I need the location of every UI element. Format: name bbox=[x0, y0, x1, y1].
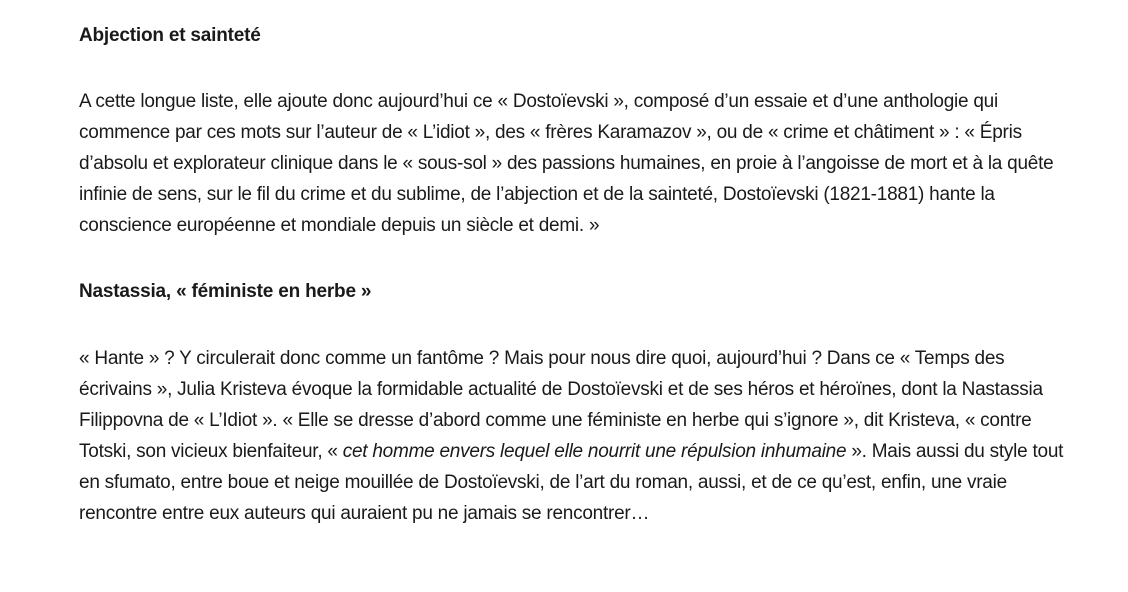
paragraph-kristeva bbox=[79, 343, 1079, 529]
article-body bbox=[79, 22, 1079, 529]
paragraph-text-start: « Hante » ? Y circulerait donc comme un fantôme ? Mais pour nous dire quoi, aujourd’hui ? Dans ce « Temps des écrivains », Julia Kristeva évoque la formidable actualité de Dostoïevski et de ses héros et héroïnes, dont la Nastassia Filippovna de « L’Idiot ». « Elle se dresse d’abord comme une féministe en herbe qui s’ignore », dit Kristeva, « contre Totski, son vicieux bienfaiteur, « bbox=[79, 348, 1043, 462]
paragraph-dostoievski-intro: A cette longue liste, elle ajoute donc aujourd’hui ce « Dostoïevski », composé d’un essaie et d’une anthologie qui commence par ces mots sur l’auteur de « L’idiot », des « frères Karamazov », ou de « crime et châtiment » : « Épris d’absolu et explorateur clinique dans le « sous-sol » des passions humaines, en proie à l’angoisse de mort et à la quête infinie de sens, sur le fil du crime et du sublime, de l’abjection et de la sainteté, Dostoïevski (1821-1881) hante la conscience européenne et mondiale depuis un siècle et demi. » bbox=[79, 91, 1054, 236]
paragraph-text-end: ». Mais aussi du style tout en sfumato, entre boue et neige mouillée de Dostoïevski, de l’art du roman, aussi, et de ce qu’est, enfin, une vraie rencontre entre eux auteurs qui auraient pu ne jamais se rencontrer… bbox=[79, 441, 1064, 524]
section-heading-abjection: Abjection et sainteté bbox=[79, 25, 261, 46]
paragraph-quote-italic: cet homme envers lequel elle nourrit une répulsion inhumaine bbox=[342, 441, 847, 462]
section-heading-nastassia: Nastassia, « féministe en herbe » bbox=[79, 281, 372, 302]
